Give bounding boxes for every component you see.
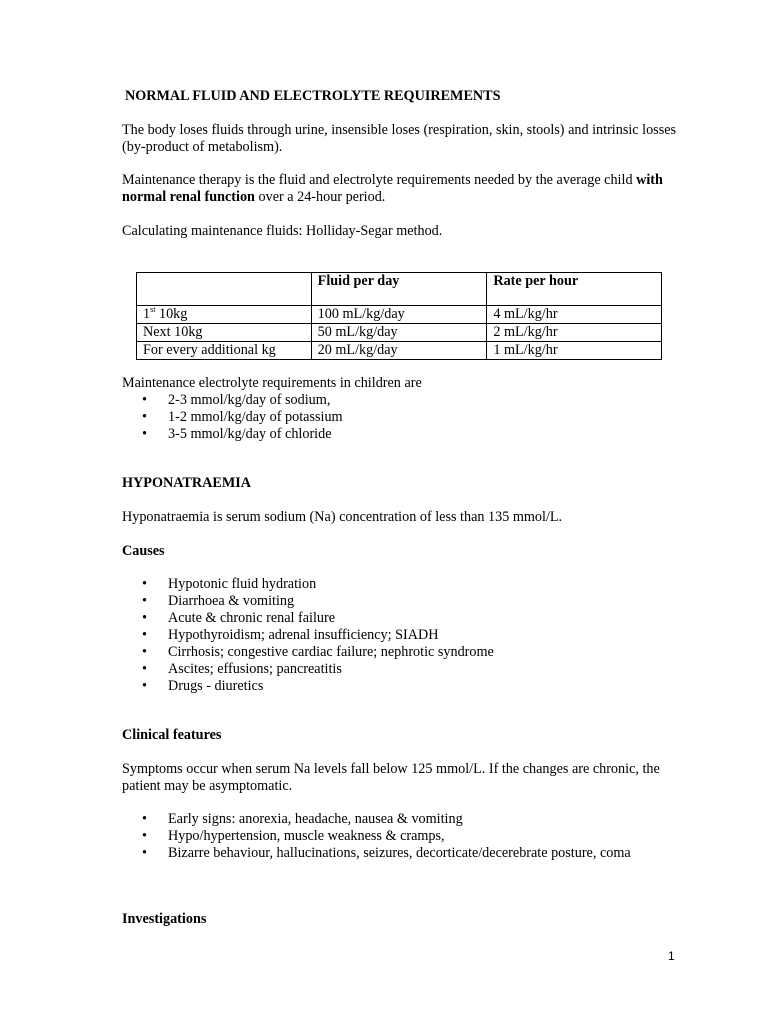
clinical-features-paragraph: Symptoms occur when serum Na levels fall below 125 mmol/L. If the changes are chronic, the patient may be asymptomatic. [122,761,660,794]
electrolyte-intro: Maintenance electrolyte requirements in children are [122,375,422,391]
emphasis-normal-renal-function: with normal renal function [122,172,663,205]
hyponatraemia-definition: Hyponatraemia is serum sodium (Na) concentration of less than 135 mmol/L. [122,509,563,525]
table-row [137,342,662,360]
list-item: • Acute & chronic renal failure [142,610,336,626]
list-item: • Cirrhosis; congestive cardiac failure; nephrotic syndrome [142,644,494,660]
bullet-icon: • [142,409,147,425]
list-item: • 2-3 mmol/kg/day of sodium, [142,392,331,408]
table-header-rate: Rate per hour [487,273,662,306]
clinical-features-heading: Clinical features [122,727,222,743]
list-item: • Hypotonic fluid hydration [142,576,317,592]
bullet-icon: • [142,426,147,442]
table-row [137,306,662,324]
bullet-icon: • [142,845,147,861]
bullet-icon: • [142,576,147,592]
table-cell-weight: Next 10kg [137,324,312,342]
causes-list [122,576,722,695]
table-cell-fluid: 100 mL/kg/day [311,306,487,324]
table-header-weight [137,273,312,306]
table-header-row [137,273,662,306]
bullet-icon: • [142,593,147,609]
table-cell-rate: 2 mL/kg/hr [487,324,662,342]
bullet-icon: • [142,392,147,408]
list-item: • Hypo/hypertension, muscle weakness & cramps, [142,828,445,844]
list-item: • Early signs: anorexia, headache, nausea & vomiting [142,811,463,827]
list-item: • Hypothyroidism; adrenal insufficiency; SIADH [142,627,439,643]
table-header-fluid: Fluid per day [311,273,487,306]
list-item: • Ascites; effusions; pancreatitis [142,661,342,677]
table-cell-rate: 4 mL/kg/hr [487,306,662,324]
hyponatraemia-heading: HYPONATRAEMIA [122,475,251,491]
signs-list [122,811,722,862]
list-item: • Bizarre behaviour, hallucinations, seizures, decorticate/decerebrate posture, coma [142,845,631,861]
table-cell-fluid: 50 mL/kg/day [311,324,487,342]
investigations-heading: Investigations [122,911,207,927]
list-item: • 3-5 mmol/kg/day of chloride [142,426,332,442]
list-item: • Diarrhoea & vomiting [142,593,295,609]
causes-heading: Causes [122,543,165,559]
intro-paragraph-2: Maintenance therapy is the fluid and electrolyte requirements needed by the average child with normal renal function over a 24-hour period. [122,172,663,205]
bullet-icon: • [142,828,147,844]
list-item: • Drugs - diuretics [142,678,264,694]
bullet-icon: • [142,678,147,694]
page-title: NORMAL FLUID AND ELECTROLYTE REQUIREMENTS [125,88,501,104]
page-number: 1 [668,949,675,963]
maintenance-fluid-table [136,272,662,360]
bullet-icon: • [142,661,147,677]
intro-paragraph-1: The body loses fluids through urine, insensible loses (respiration, skin, stools) and intrinsic losses (by-product of metabolism). [122,122,677,155]
table-cell-weight: For every additional kg [137,342,312,360]
table-cell-rate: 1 mL/kg/hr [487,342,662,360]
list-item: • 1-2 mmol/kg/day of potassium [142,409,343,425]
table-cell-fluid: 20 mL/kg/day [311,342,487,360]
bullet-icon: • [142,811,147,827]
bullet-icon: • [142,627,147,643]
table-cell-weight: 1st 10kg [137,306,312,324]
table-row [137,324,662,342]
calculation-method-line: Calculating maintenance fluids: Holliday-Segar method. [122,223,443,239]
bullet-icon: • [142,644,147,660]
bullet-icon: • [142,610,147,626]
electrolyte-list [122,392,722,443]
